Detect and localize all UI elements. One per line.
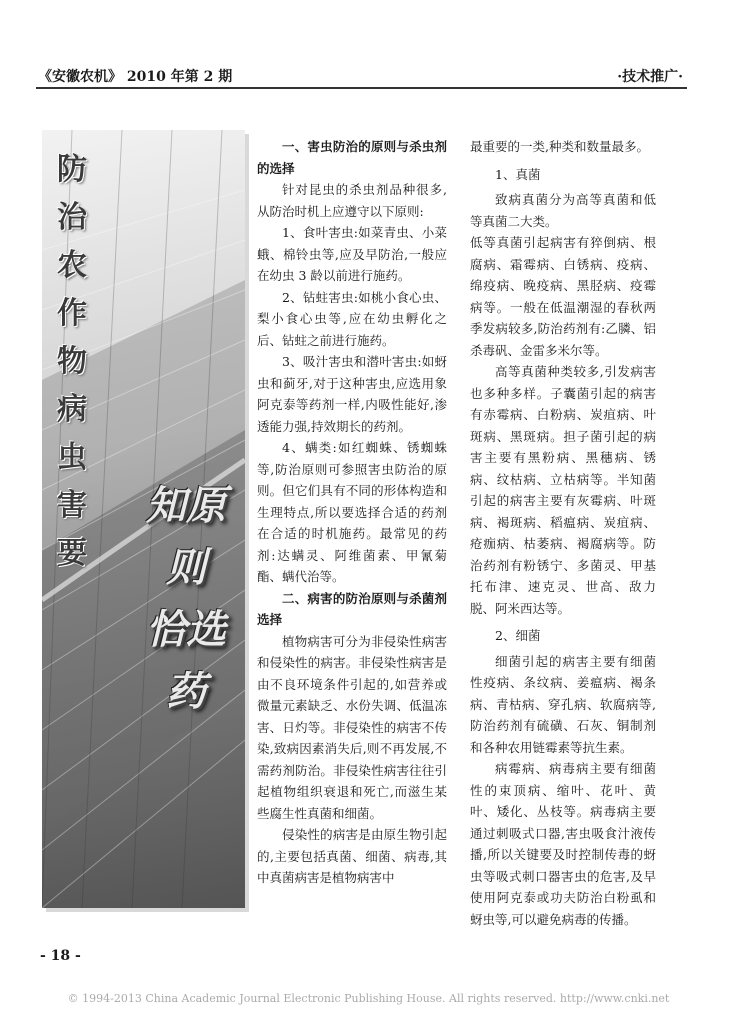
article-column-left <box>257 136 447 889</box>
section-heading-pest: 一、害虫防治的原则与杀虫剂的选择 <box>257 139 447 176</box>
section-label: ·技术推广· <box>617 69 683 85</box>
journal-header: 《安徽农机》 2010 年第 2 期 <box>38 69 233 85</box>
paragraph: 病霉病、病毒病主要有细菌性的束顶病、缩叶、花叶、黄叶、矮化、丛枝等。病毒病主要通过刺吸式口器,害虫吸食汁液传播,所以关键要及时控制传毒的蚜虫等吸式刺口器害虫的危害,及早使用阿克泰或功夫防治白粉虱和蚜虫等,可以避免病毒的传播。 <box>470 761 656 927</box>
paragraph: 3、吸汁害虫和潜叶害虫:如蚜虫和蓟牙,对于这种害虫,应选用象阿克泰等药剂一样,内吸性能好,渗透能力强,持效期长的药剂。 <box>257 354 447 434</box>
hero-title-main: 防治农作物病虫害要 <box>57 152 87 571</box>
section-heading-disease: 二、病害的防治原则与杀菌剂选择 <box>257 590 447 627</box>
subheading-bacteria: 2、细菌 <box>495 628 541 643</box>
article-column-right <box>470 136 656 930</box>
paragraph: 4、螨类:如红蜘蛛、锈蜘蛛等,防治原则可参照害虫防治的原则。但它们具有不同的形体构造和生理特点,所以要选择合适的药剂在合适的时机施药。最常见的药剂:达螨灵、阿维菌素、甲氰菊酯、螨代治等。 <box>257 440 447 584</box>
paragraph: 植物病害可分为非侵染性病害和侵染性的病害。非侵染性病害是由不良环境条件引起的,如营养或微量元素缺乏、水份失调、低温冻害、日灼等。非侵染性的病害不传染,致病因素消失后,则不再发展,不需药剂防治。非侵染性病害往往引起植物组织衰退和死亡,而滋生某些腐生性真菌和细菌。 <box>257 633 447 821</box>
paragraph: 最重要的一类,种类和数量最多。 <box>470 139 649 154</box>
paragraph: 2、钻蛀害虫:如桃小食心虫、梨小食心虫等,应在幼虫孵化之后、钻蛀之前进行施药。 <box>257 289 447 348</box>
paragraph: 低等真菌引起病害有猝倒病、根腐病、霜霉病、白锈病、疫病、绵疫病、晚疫病、黑胫病、疫霉病等。一般在低温潮湿的春秋两季发病较多,防治药剂有:乙膦、铝杀毒矾、金雷多米尔等。 <box>470 235 656 358</box>
hero-title-sub: 知原则 恰选药 <box>146 483 226 715</box>
header-rule <box>36 87 687 89</box>
paragraph: 侵染性的病害是由原生物引起的,主要包括真菌、细菌、病毒,其中真菌病害是植物病害中 <box>257 827 447 885</box>
paragraph: 高等真菌种类较多,引发病害也多种多样。子囊菌引起的病害有赤霉病、白粉病、炭疽病、叶斑病、黑斑病。担子菌引起的病害主要有黑粉病、黑穗病、锈病、纹枯病、立枯病等。半知菌引起的病害主要有灰霉病、叶斑病、褐斑病、稻瘟病、炭疽病、疮痂病、枯萎病、褐腐病等。防治药剂有粉锈宁、多菌灵、甲基托布津、速克灵、世高、敌力脱、阿米西达等。 <box>470 364 656 616</box>
paragraph: 致病真菌分为高等真菌和低等真菌二大类。 <box>470 192 656 229</box>
subheading-fungi: 1、真菌 <box>495 166 541 182</box>
hero-image <box>42 130 245 908</box>
paragraph: 细菌引起的病害主要有细菌性疫病、条纹病、姜瘟病、褐条病、青枯病、穿孔病、软腐病等,防治药剂有硫磺、石灰、铜制剂和各种农用链霉素等抗生素。 <box>470 653 656 755</box>
paragraph: 针对昆虫的杀虫剂品种很多,从防治时机上应遵守以下原则: <box>257 182 447 219</box>
paragraph: 1、食叶害虫:如菜青虫、小菜蛾、棉铃虫等,应及早防治,一般应在幼虫 3 龄以前进行施药。 <box>257 225 447 283</box>
page-number: - 18 - <box>40 948 81 964</box>
copyright-notice: © 1994-2013 China Academic Journal Electronic Publishing House. All rights reserved. http://www.cnki.net <box>67 992 670 1005</box>
